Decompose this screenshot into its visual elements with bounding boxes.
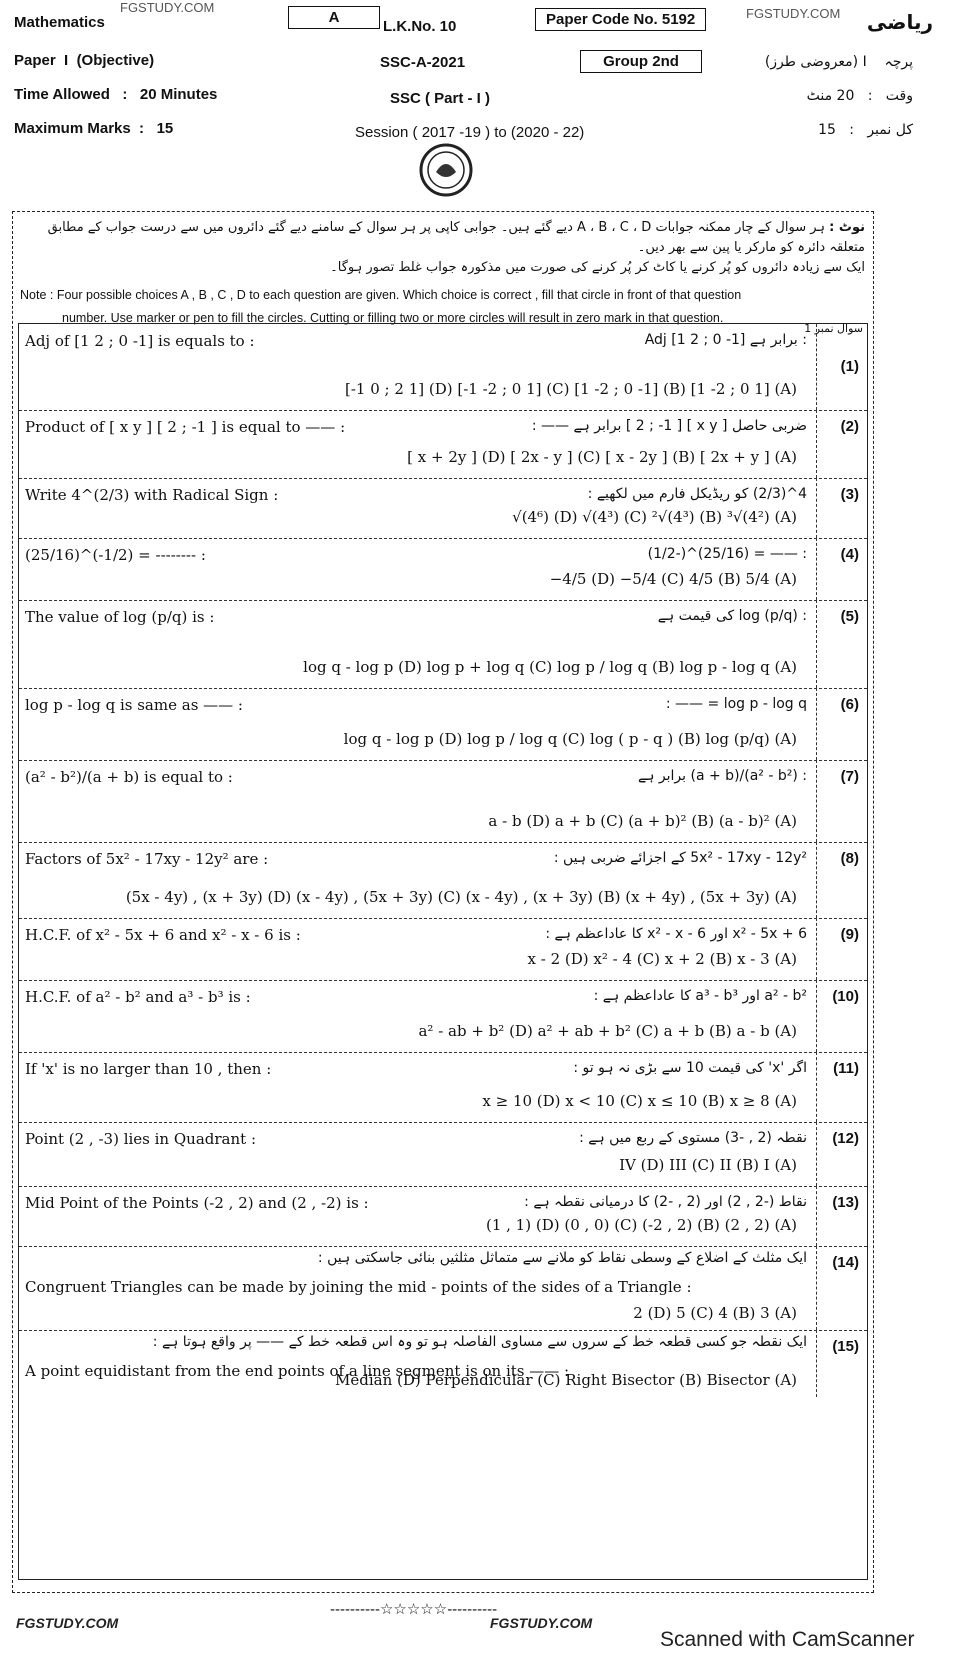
question-number: (14)	[832, 1254, 859, 1271]
question-text-en: Product of [ x y ] [ 2 ; -1 ] is equal to —— :	[25, 418, 346, 436]
answer-options: [ x + 2y ] (D) [ 2x - y ] (C) [ x - 2y ] (B) [ 2x + y ] (A)	[407, 448, 797, 466]
max-marks: Maximum Marks : 15	[14, 120, 174, 137]
question-text-ur: اگر 'x' کی قیمت 10 سے بڑی نہ ہو تو :	[573, 1060, 807, 1076]
question-row	[19, 1246, 867, 1331]
column-divider	[816, 842, 817, 918]
column-divider	[816, 1246, 817, 1330]
question-number: (15)	[832, 1338, 859, 1355]
ur-paper: پرچہ I (معروضی طرز)	[764, 54, 913, 70]
instructions: نوٹ : ہر سوال کے چار ممکنہ جوابات A ، B ، C ، D دیے گئے ہیں۔ جوابی کاپی پر ہر سوال کے سامنے دیے گئے دائروں میں سے درست جواب کے مطابق متعلقہ دائرہ کو مارکر یا پین سے بھر دیں۔ ایک سے زیادہ دائروں کو پُر کرنے یا کاٹ کر پُر کرنے کی صورت میں مذکورہ جواب غلط تصور ہوگا۔ Note : Four possible choices A , B , C , D to each question are given. Which choice is correct , fill that circle in front of that question number. Use marker or pen to fill the circles. Cutting or filling two or more circles will result in zero mark in that question.	[20, 220, 865, 325]
answer-options: a - b (D) a + b (C) (a + b)² (B) (a - b)² (A)	[488, 812, 797, 830]
question-text-en: Congruent Triangles can be made by joining the mid - points of the sides of a Triangle :	[25, 1278, 692, 1296]
question-row	[19, 688, 867, 761]
question-number-urdu: سوال نمبر 1	[804, 322, 863, 335]
question-text-en: Mid Point of the Points (-2 , 2) and (2 , -2) is :	[25, 1194, 369, 1212]
column-divider	[816, 324, 817, 410]
column-divider	[816, 688, 817, 760]
set-letter-box: A	[288, 6, 380, 29]
question-text-en: (a² - b²)/(a + b) is equal to :	[25, 768, 233, 786]
question-row	[19, 842, 867, 919]
session: Session ( 2017 -19 ) to (2020 - 22)	[355, 124, 585, 141]
answer-options: x ≥ 10 (D) x < 10 (C) x ≤ 10 (B) x ≥ 8 (A)	[482, 1092, 797, 1110]
question-row	[19, 918, 867, 981]
subject-ur: ریاضی	[866, 10, 933, 34]
question-number: (11)	[833, 1060, 859, 1077]
question-number: (10)	[832, 988, 859, 1005]
answer-options: log q - log p (D) log p / log q (C) log ( p - q ) (B) log (p/q) (A)	[343, 730, 797, 748]
question-text-ur: : log (p/q) کی قیمت ہے	[657, 608, 807, 624]
question-row	[19, 410, 867, 479]
ur-marks: کل نمبر : 15	[818, 122, 913, 138]
column-divider	[816, 1186, 817, 1246]
question-text-ur: 5x² - 17xy - 12y² کے اجزائے ضربی ہیں :	[553, 850, 807, 866]
question-row	[19, 324, 867, 411]
question-text-en: H.C.F. of a² - b² and a³ - b³ is :	[25, 988, 251, 1006]
question-number: (1)	[840, 358, 859, 375]
board-emblem-icon	[418, 142, 474, 198]
column-divider	[816, 478, 817, 538]
paper-code-box: Paper Code No. 5192	[535, 8, 706, 31]
watermark: FGSTUDY.COM	[120, 0, 215, 15]
column-divider	[816, 410, 817, 478]
question-text-ur: a² - b² اور a³ - b³ کا عاداعظم ہے :	[593, 988, 807, 1004]
question-text-ur: ایک مثلث کے اضلاع کے وسطی نقاط کو ملانے سے متماثل مثلثیں بنائی جاسکتی ہیں :	[317, 1250, 807, 1266]
question-text-ur: نقاط (-2 , 2) اور (2 , -2) کا درمیانی نقطہ ہے :	[524, 1194, 807, 1210]
column-divider	[816, 1052, 817, 1122]
column-divider	[816, 980, 817, 1052]
answer-options: x - 2 (D) x² - 4 (C) x + 2 (B) x - 3 (A)	[527, 950, 797, 968]
answer-options: √(4⁶) (D) √(4³) (C) ²√(4³) (B) ³√(4²) (A)	[512, 508, 797, 526]
subject-en: Mathematics	[14, 14, 105, 31]
question-text-ur: : برابر ہے Adj [1 2 ; 0 -1]	[644, 332, 807, 348]
column-divider	[816, 1330, 817, 1397]
part: SSC ( Part - I )	[390, 90, 491, 107]
question-number: (2)	[840, 418, 859, 435]
footer-stars: ----------☆☆☆☆☆----------	[330, 1601, 498, 1618]
question-text-ur: ضربی حاصل [ x y ] [ 2 ; -1 ] برابر ہے —— :	[531, 418, 807, 434]
question-number: (7)	[840, 768, 859, 785]
question-text-en: H.C.F. of x² - 5x + 6 and x² - x - 6 is :	[25, 926, 301, 944]
question-text-ur: : —— = (25/16)^(-1/2)	[647, 546, 807, 562]
question-row	[19, 1186, 867, 1247]
column-divider	[816, 538, 817, 600]
exam-code: SSC-A-2021	[380, 54, 466, 71]
question-text-ur: x² - 5x + 6 اور x² - x - 6 کا عاداعظم ہے :	[545, 926, 807, 942]
question-text-en: Point (2 , -3) lies in Quadrant :	[25, 1130, 256, 1148]
answer-options: IV (D) III (C) II (B) I (A)	[619, 1156, 797, 1174]
answer-options: Median (D) Perpendicular (C) Right Bisector (B) Bisector (A)	[335, 1371, 797, 1389]
question-number: (12)	[832, 1130, 859, 1147]
answer-options: (1 , 1) (D) (0 , 0) (C) (-2 , 2) (B) (2 , 2) (A)	[485, 1216, 797, 1234]
watermark: FGSTUDY.COM	[490, 1615, 593, 1631]
question-row	[19, 538, 867, 601]
question-number: (5)	[840, 608, 859, 625]
question-text-en: Write 4^(2/3) with Radical Sign :	[25, 486, 279, 504]
question-text-ur: : (a² - b²)/(a + b) برابر ہے	[638, 768, 807, 784]
group-box: Group 2nd	[580, 50, 702, 73]
column-divider	[816, 600, 817, 688]
question-text-en: log p - log q is same as —— :	[25, 696, 243, 714]
question-row	[19, 760, 867, 843]
scanner-label: Scanned with CamScanner	[660, 1628, 915, 1651]
question-text-ur: نقطہ (2 , -3) مستوی کے ربع میں ہے :	[579, 1130, 807, 1146]
question-text-en: Adj of [1 2 ; 0 -1] is equals to :	[25, 332, 255, 350]
question-table	[18, 323, 868, 1580]
question-text-ur: log p - log q = —— :	[665, 696, 807, 712]
question-number: (4)	[840, 546, 859, 563]
answer-options: [-1 0 ; 2 1] (D) [-1 -2 ; 0 1] (C) [1 -2 ; 0 -1] (B) [1 -2 ; 0 1] (A)	[345, 380, 797, 398]
question-number: (3)	[840, 486, 859, 503]
answer-options: 2 (D) 5 (C) 4 (B) 3 (A)	[633, 1304, 797, 1322]
question-number: (6)	[840, 696, 859, 713]
lk-number: L.K.No. 10	[383, 18, 457, 35]
paper-label: Paper I (Objective)	[14, 52, 155, 69]
question-text-ur: 4^(2/3) کو ریڈیکل فارم میں لکھیے :	[587, 486, 807, 502]
column-divider	[816, 918, 817, 980]
answer-options: (5x - 4y) , (x + 3y) (D) (x - 4y) , (5x + 3y) (C) (x - 4y) , (x + 3y) (B) (x + 4y) , (5x + 3y) (A)	[125, 888, 797, 906]
question-text-en: (25/16)^(-1/2) = -------- :	[25, 546, 206, 564]
question-text-en: The value of log (p/q) is :	[25, 608, 215, 626]
time-allowed: Time Allowed : 20 Minutes	[14, 86, 218, 103]
ur-time: وقت : 20 منٹ	[806, 88, 913, 104]
question-number: (9)	[840, 926, 859, 943]
answer-options: −4/5 (D) −5/4 (C) 4/5 (B) 5/4 (A)	[549, 570, 797, 588]
column-divider	[816, 760, 817, 842]
question-row	[19, 980, 867, 1053]
column-divider	[816, 1122, 817, 1186]
watermark: FGSTUDY.COM	[746, 6, 841, 21]
question-row	[19, 478, 867, 539]
question-number: (13)	[832, 1194, 859, 1211]
question-text-ur: ایک نقطہ جو کسی قطعہ خط کے سروں سے مساوی الفاصلہ ہو تو وہ اس قطعہ خط کے —— پر واقع ہوتا ہے :	[152, 1334, 807, 1350]
question-text-en: If 'x' is no larger than 10 , then :	[25, 1060, 272, 1078]
question-text-en: Factors of 5x² - 17xy - 12y² are :	[25, 850, 269, 868]
watermark: FGSTUDY.COM	[16, 1615, 119, 1631]
answer-options: a² - ab + b² (D) a² + ab + b² (C) a + b (B) a - b (A)	[418, 1022, 797, 1040]
answer-options: log q - log p (D) log p + log q (C) log p / log q (B) log p - log q (A)	[303, 658, 797, 676]
question-text-en: A point equidistant from the end points of a line segment is on its —— :	[25, 1362, 570, 1380]
question-row	[19, 600, 867, 689]
question-row	[19, 1330, 867, 1397]
question-number: (8)	[840, 850, 859, 867]
question-row	[19, 1052, 867, 1123]
question-row	[19, 1122, 867, 1187]
